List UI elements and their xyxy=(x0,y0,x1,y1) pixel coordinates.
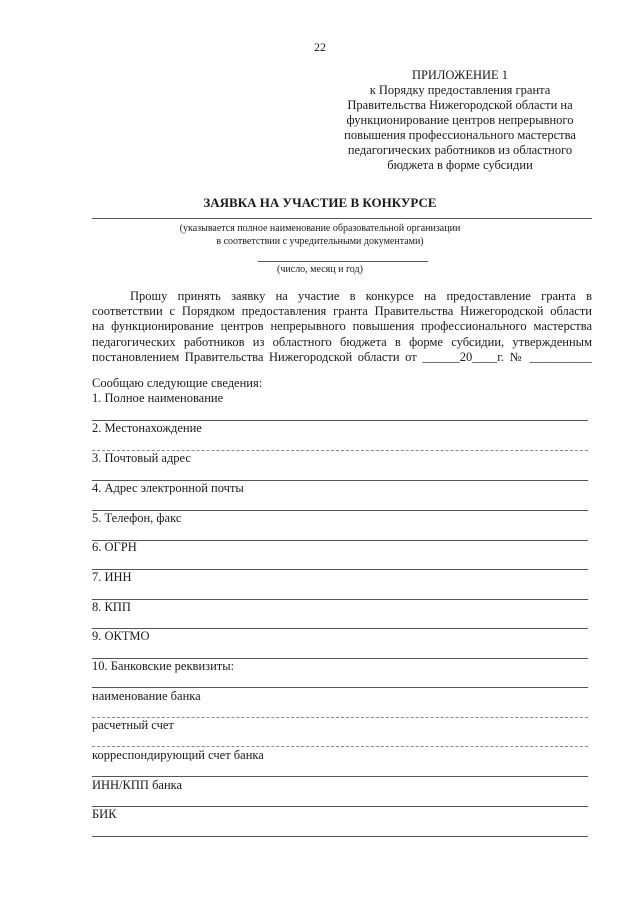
field-label-postal-address: 3. Почтовый адрес xyxy=(92,451,191,465)
field-line xyxy=(92,746,588,747)
field-line xyxy=(92,806,588,807)
paragraph-line: педагогических работников из областного бюджета в форме субсидии, утвержденным xyxy=(92,334,592,349)
field-label-location: 2. Местонахождение xyxy=(92,421,202,435)
field-label-bank-inn-kpp: ИНН/КПП банка xyxy=(92,778,183,792)
paragraph-line: Прошу принять заявку на участие в конкурсе на предоставление гранта в xyxy=(130,289,592,303)
field-label-bik: БИК xyxy=(92,807,117,821)
appendix-line: ПРИЛОЖЕНИЕ 1 xyxy=(411,68,509,82)
document-title: ЗАЯВКА НА УЧАСТИЕ В КОНКУРСЕ xyxy=(203,195,437,210)
appendix-line: педагогических работников из областного xyxy=(347,143,573,157)
appendix-line: бюджета в форме субсидии xyxy=(387,158,533,172)
request-paragraph xyxy=(92,289,592,365)
field-label-oktmo: 9. ОКТМО xyxy=(92,629,150,643)
organization-name-note-line2: в соответствии с учредительными документами) xyxy=(216,236,424,247)
organization-name-note-line1: (указывается полное наименование образовательной организации xyxy=(179,223,461,234)
appendix-line: Правительства Нижегородской области на xyxy=(347,98,573,112)
field-label-full-name: 1. Полное наименование xyxy=(92,391,224,405)
appendix-line: к Порядку предоставления гранта xyxy=(369,83,551,97)
field-line xyxy=(92,628,588,629)
field-label-correspondent-account: корреспондирующий счет банка xyxy=(92,748,264,762)
field-line xyxy=(92,776,588,777)
paragraph-line: соответствии с Порядком предоставления гранта Правительства Нижегородской области xyxy=(92,304,592,319)
paragraph-line: постановлением Правительства Нижегородской области от ______20____г. № __________ xyxy=(92,349,592,364)
field-label-inn: 7. ИНН xyxy=(92,570,132,584)
field-label-kpp: 8. КПП xyxy=(92,600,131,614)
page-number: 22 xyxy=(314,40,326,54)
field-line xyxy=(92,599,588,600)
field-label-settlement-account: расчетный счет xyxy=(92,718,174,732)
field-label-ogrn: 6. ОГРН xyxy=(92,540,137,554)
appendix-line: повышения профессионального мастерства xyxy=(344,128,576,142)
field-line xyxy=(92,540,588,541)
field-line xyxy=(92,687,588,688)
appendix-line: функционирование центров непрерывного xyxy=(346,113,574,127)
info-intro: Сообщаю следующие сведения: xyxy=(92,376,263,390)
field-label-bank-details: 10. Банковские реквизиты: xyxy=(92,659,235,673)
field-line xyxy=(92,836,588,837)
date-note: (число, месяц и год) xyxy=(277,264,363,275)
field-line xyxy=(92,569,588,570)
paragraph-line: на функционирование центров непрерывного повышения профессионального мастерства xyxy=(92,319,592,334)
organization-name-line xyxy=(92,218,592,219)
date-line xyxy=(258,261,428,262)
field-label-phone-fax: 5. Телефон, факс xyxy=(92,511,182,525)
field-label-email: 4. Адрес электронной почты xyxy=(92,481,244,495)
field-label-bank-name: наименование банка xyxy=(92,689,201,703)
appendix-header xyxy=(300,68,620,173)
